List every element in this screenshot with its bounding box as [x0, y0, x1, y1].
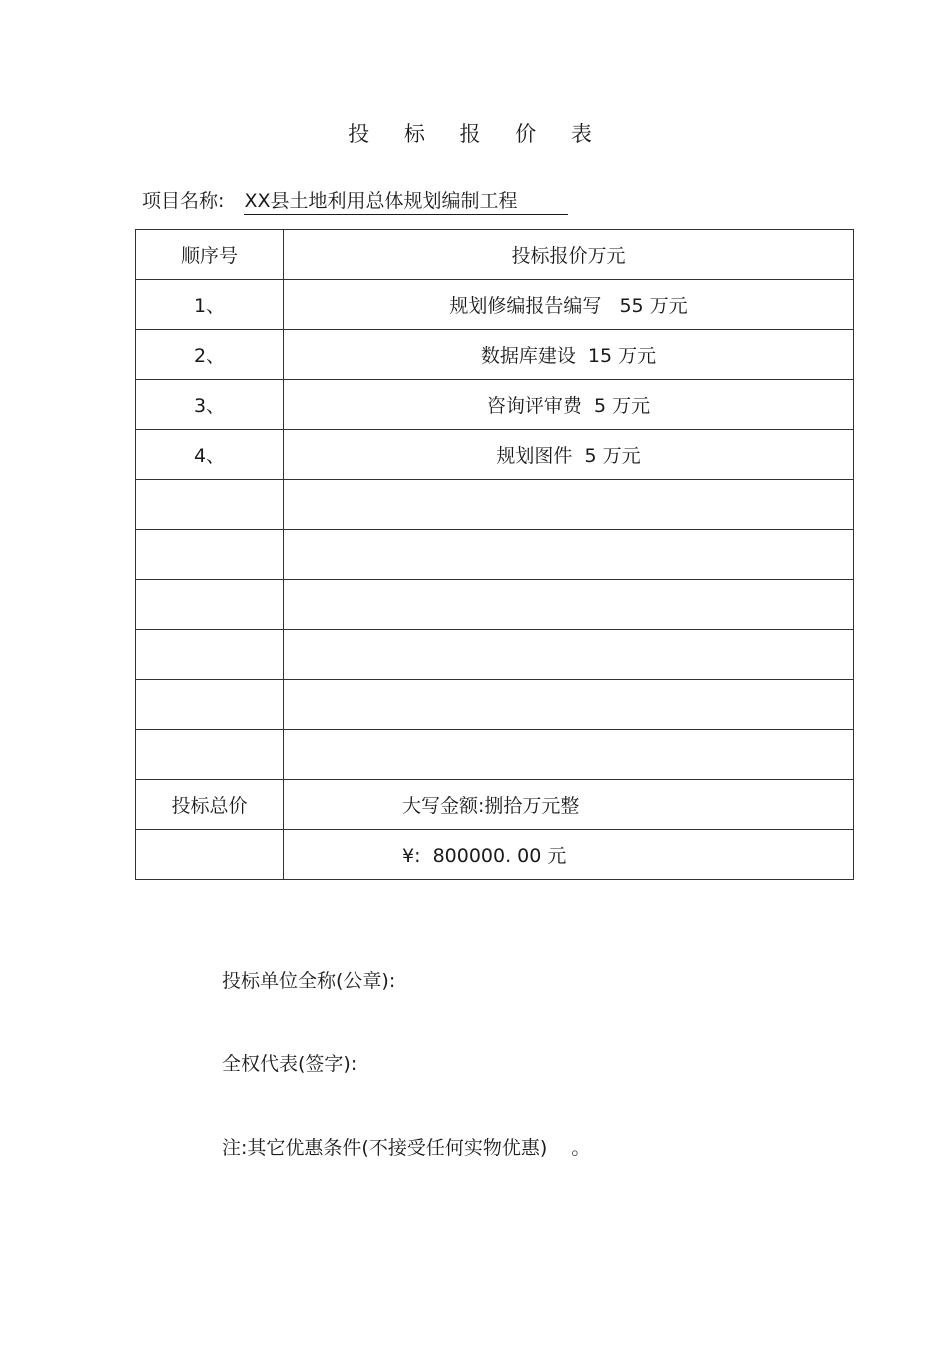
row-content [284, 580, 854, 630]
row-seq [136, 480, 284, 530]
bidder-name-line: 投标单位全称(公章): [222, 970, 396, 992]
header-seq: 顺序号 [136, 230, 284, 280]
row-content [284, 680, 854, 730]
table-row [136, 580, 854, 630]
table-row [136, 280, 854, 330]
total-uppercase-amount: 大写金额:捌拾万元整 [284, 780, 854, 830]
row-seq: 3、 [136, 380, 284, 430]
row-seq [136, 580, 284, 630]
total-label: 投标总价 [136, 780, 284, 830]
row-seq: 2、 [136, 330, 284, 380]
row-content: 咨询评审费 5 万元 [284, 380, 854, 430]
row-seq [136, 680, 284, 730]
row-seq [136, 730, 284, 780]
row-content [284, 630, 854, 680]
row-content: 规划图件 5 万元 [284, 430, 854, 480]
project-name-value: XX县土地利用总体规划编制工程 [244, 188, 567, 215]
table-row [136, 480, 854, 530]
row-seq [136, 530, 284, 580]
table-row [136, 530, 854, 580]
total-numeric-amount: ¥: 800000. 00 元 [284, 830, 854, 880]
table-row [136, 730, 854, 780]
row-content: 数据库建设 15 万元 [284, 330, 854, 380]
row-content [284, 480, 854, 530]
row-seq [136, 630, 284, 680]
note-line: 注:其它优惠条件(不接受任何实物优惠) 。 [222, 1137, 591, 1159]
bid-price-table [135, 229, 854, 880]
table-row [136, 380, 854, 430]
table-row [136, 430, 854, 480]
page-title: 投 标 报 价 表 [348, 122, 606, 146]
table-row [136, 330, 854, 380]
row-content: 规划修编报告编写 55 万元 [284, 280, 854, 330]
total-row [136, 780, 854, 830]
total-amount-empty-cell [136, 830, 284, 880]
row-seq: 4、 [136, 430, 284, 480]
table-header-row [136, 230, 854, 280]
table-row [136, 630, 854, 680]
table-row [136, 680, 854, 730]
row-content [284, 730, 854, 780]
row-seq: 1、 [136, 280, 284, 330]
project-name-line [142, 186, 568, 215]
representative-signature-line: 全权代表(签字): [222, 1053, 358, 1075]
header-content: 投标报价万元 [284, 230, 854, 280]
project-name-label: 项目名称: [142, 190, 225, 212]
total-amount-row [136, 830, 854, 880]
row-content [284, 530, 854, 580]
